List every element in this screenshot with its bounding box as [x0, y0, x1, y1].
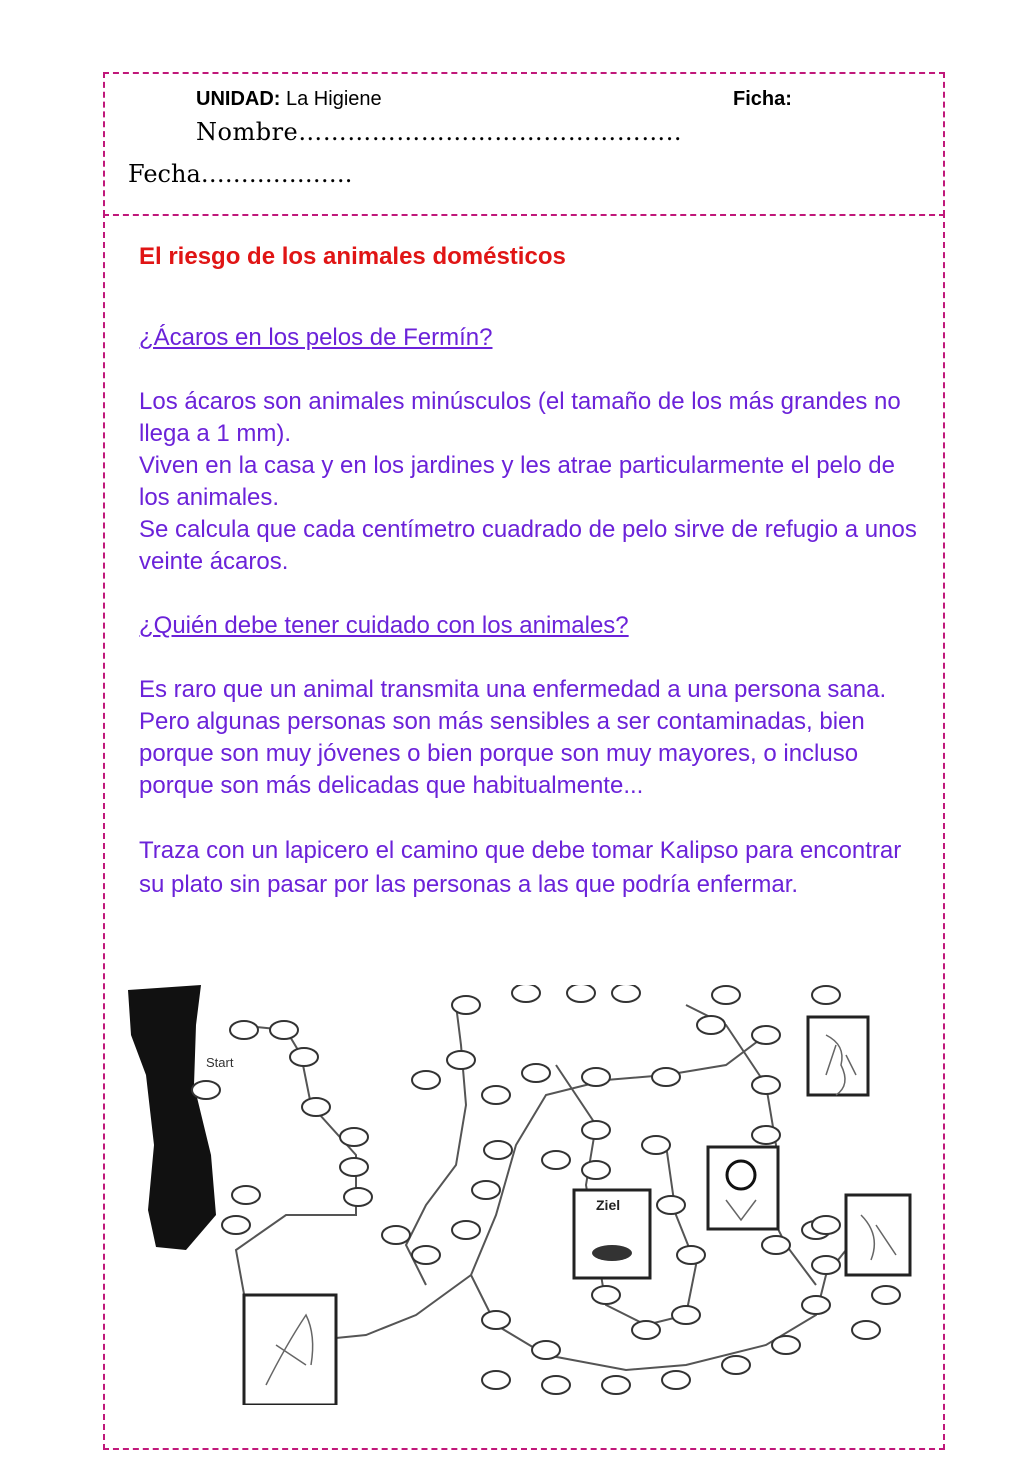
maze-step	[722, 1356, 750, 1374]
maze-illustration	[126, 985, 926, 1405]
maze-step	[290, 1048, 318, 1066]
person-picture-bottom-left	[244, 1295, 336, 1405]
maze-step	[532, 1341, 560, 1359]
maze-step	[657, 1196, 685, 1214]
maze-step	[340, 1158, 368, 1176]
dog-leg-illustration	[128, 985, 216, 1250]
ficha-label: Ficha:	[733, 88, 792, 110]
maze-step	[712, 986, 740, 1004]
maze-step	[582, 1121, 610, 1139]
bowl-label: Ziel	[596, 1197, 621, 1213]
maze-step	[412, 1071, 440, 1089]
worksheet-title: El riesgo de los animales domésticos	[139, 243, 566, 270]
maze-step	[482, 1311, 510, 1329]
maze-step	[642, 1136, 670, 1154]
maze-step	[752, 1126, 780, 1144]
paragraph-risk: Es raro que un animal transmita una enfermedad a una persona sana. Pero algunas personas son más sensibles a ser contaminadas, bien porque son muy jóvenes o bien porque son muy mayores, o incluso porque son más delicadas que habitualmente...	[139, 676, 887, 799]
maze-step	[762, 1236, 790, 1254]
start-label: Start	[206, 1055, 234, 1070]
maze-step	[452, 996, 480, 1014]
maze-step	[482, 1371, 510, 1389]
maze-step	[582, 1161, 610, 1179]
maze-step	[270, 1021, 298, 1039]
maze-step	[412, 1246, 440, 1264]
maze-step	[592, 1286, 620, 1304]
maze-step	[752, 1026, 780, 1044]
worksheet-content	[139, 240, 919, 902]
maze-step	[612, 985, 640, 1002]
maze-step	[522, 1064, 550, 1082]
maze-step	[567, 985, 595, 1002]
maze-step	[852, 1321, 880, 1339]
maze-step	[677, 1246, 705, 1264]
maze-step	[662, 1371, 690, 1389]
dog-bowl-icon	[592, 1245, 632, 1261]
maze-pictures	[244, 1017, 910, 1405]
maze-step	[482, 1086, 510, 1104]
name-field: Nombre………………………………………..	[196, 118, 683, 146]
maze-step	[812, 1256, 840, 1274]
maze-step	[340, 1128, 368, 1146]
maze-step	[602, 1376, 630, 1394]
maze-step	[344, 1188, 372, 1206]
maze-step	[772, 1336, 800, 1354]
maze-step	[512, 985, 540, 1002]
maze-step	[222, 1216, 250, 1234]
question-who-care: ¿Quién debe tener cuidado con los animales?	[139, 612, 629, 639]
maze-step	[632, 1321, 660, 1339]
maze-step	[382, 1226, 410, 1244]
person-picture-top-right	[808, 1017, 868, 1095]
maze-step	[752, 1076, 780, 1094]
question-mites: ¿Ácaros en los pelos de Fermín?	[139, 324, 493, 351]
maze-step	[484, 1141, 512, 1159]
maze-step	[872, 1286, 900, 1304]
paragraph-mites-count: Se calcula que cada centímetro cuadrado de pelo sirve de refugio a unos veinte ácaros.	[139, 516, 917, 575]
maze-step	[582, 1068, 610, 1086]
unit-label: UNIDAD: La Higiene	[196, 88, 382, 110]
maze-step	[802, 1296, 830, 1314]
maze-step	[542, 1151, 570, 1169]
maze-step	[302, 1098, 330, 1116]
maze-step	[652, 1068, 680, 1086]
maze-step	[672, 1306, 700, 1324]
maze-step	[697, 1016, 725, 1034]
maze-step	[472, 1181, 500, 1199]
maze-step	[447, 1051, 475, 1069]
maze-step	[812, 1216, 840, 1234]
maze-step	[812, 986, 840, 1004]
paragraph-mites-habitat: Viven en la casa y en los jardines y les atrae particularmente el pelo de los animales.	[139, 452, 895, 511]
date-field: Fecha……………….	[128, 160, 353, 188]
maze-step	[230, 1021, 258, 1039]
maze-step	[452, 1221, 480, 1239]
maze-step	[542, 1376, 570, 1394]
maze-step	[232, 1186, 260, 1204]
paragraph-mites-size: Los ácaros son animales minúsculos (el tamaño de los más grandes no llega a 1 mm).	[139, 388, 901, 447]
unit-value: La Higiene	[286, 88, 382, 110]
maze-instruction: Traza con un lapicero el camino que debe tomar Kalipso para encontrar su plato sin pasar por las personas a las que podría enfermar.	[139, 837, 902, 898]
person-picture-right	[846, 1195, 910, 1275]
maze-step	[192, 1081, 220, 1099]
